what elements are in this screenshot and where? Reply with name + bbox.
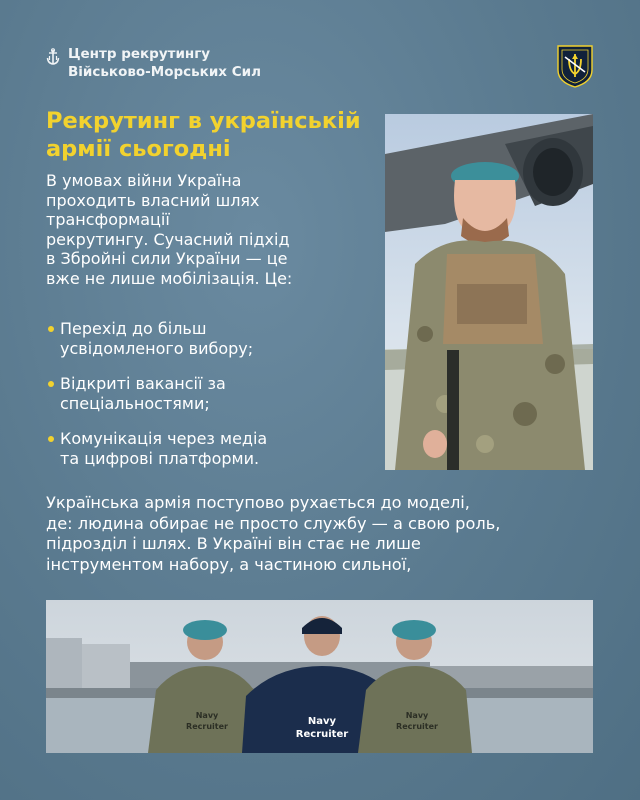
- bullet-text: усвідомленого вибору;: [60, 338, 254, 358]
- hoodie-navy-label: Navy: [195, 711, 219, 720]
- bullet-text: та цифрові платформи.: [60, 448, 260, 468]
- list-item: [46, 319, 366, 358]
- closing-paragraph: [46, 493, 606, 575]
- org-name: [68, 45, 261, 81]
- closing-line: підрозділ і шлях. В Україні він стає не лише: [46, 534, 421, 553]
- intro-line: вже не лише мобілізація. Це:: [46, 268, 293, 288]
- header: [46, 45, 261, 81]
- page-title: [46, 107, 386, 163]
- bullet-text: Відкриті вакансії за: [60, 374, 226, 393]
- list-item: [46, 374, 366, 413]
- hoodie-navy-label: Navy: [405, 711, 429, 720]
- intro-line: В умовах війни Україна: [46, 171, 242, 190]
- hoodie-recruiter-label: Recruiter: [396, 722, 438, 731]
- navy-shield-emblem-icon: [556, 44, 594, 88]
- title-line2: армії сьогодні: [46, 136, 231, 162]
- hoodie-recruiter-label: Recruiter: [295, 729, 349, 740]
- intro-line: трансформації: [46, 210, 170, 229]
- closing-line: інструментом набору, а частиною сильної,: [46, 554, 412, 574]
- bullet-dot-icon: [48, 381, 54, 387]
- intro-line: проходить власний шлях: [46, 190, 260, 210]
- hoodie-recruiter-label: Recruiter: [186, 722, 228, 731]
- bullet-list: [46, 319, 366, 484]
- title-line1: Рекрутинг в українській: [46, 108, 361, 134]
- hoodie-navy-label: Navy: [307, 716, 337, 727]
- closing-line: де: людина обирає не просто службу — а свою роль,: [46, 513, 501, 533]
- org-name-line2: Військово-Морських Сил: [68, 64, 261, 80]
- bullet-dot-icon: [48, 436, 54, 442]
- list-item: [46, 429, 366, 468]
- closing-line: Українська армія поступово рухається до моделі,: [46, 493, 470, 512]
- soldier-with-drone-photo: [385, 114, 593, 470]
- navy-recruiters-photo: [46, 600, 593, 753]
- anchor-trident-icon: [46, 48, 60, 66]
- bullet-text: Комунікація через медіа: [60, 429, 268, 448]
- bullet-text: Перехід до більш: [60, 319, 207, 338]
- intro-line: в Збройні сили України — це: [46, 249, 288, 268]
- bullet-text: спеціальностями;: [60, 393, 210, 413]
- intro-line: рекрутингу. Сучасний підхід: [46, 229, 290, 249]
- org-name-line1: Центр рекрутингу: [68, 46, 211, 62]
- intro-paragraph: [46, 171, 386, 288]
- bullet-dot-icon: [48, 326, 54, 332]
